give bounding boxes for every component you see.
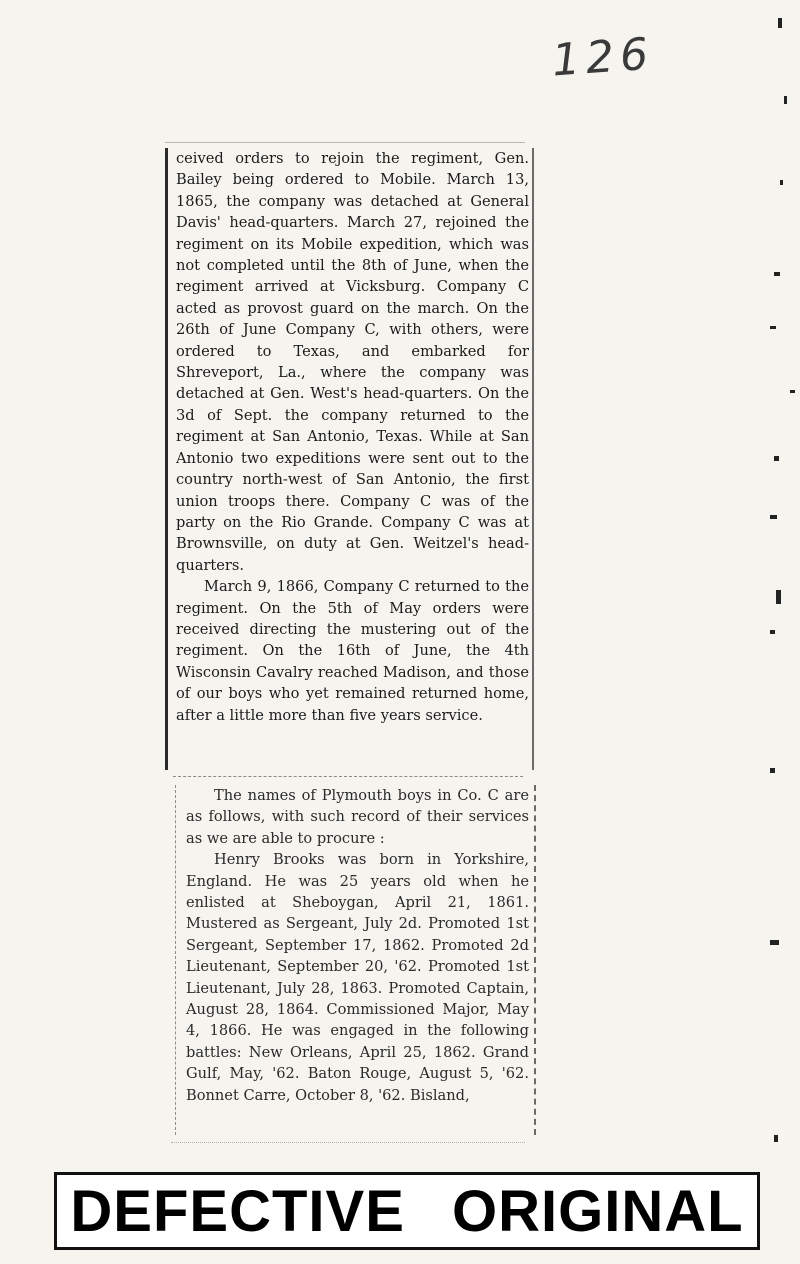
speck [784, 96, 787, 104]
article-column-lower [175, 785, 536, 1135]
speck [778, 18, 782, 28]
article-paragraph-2: March 9, 1866, Company C returned to the regiment. On the 5th of May orders were received directing the mustering out of the regiment. On the 16th of June, the 4th Wisconsin Cavalry reached Madison, and those of our boys who yet remained returned home, after a little more than five years service. [176, 578, 529, 724]
newspaper-clipping [165, 142, 529, 1158]
defective-original-banner: DEFECTIVE ORIGINAL [54, 1172, 760, 1250]
article-paragraph-3: The names of Plymouth boys in Co. C are as follows, with such record of their services as we are able to procure : [186, 787, 529, 847]
article-column-upper [165, 148, 534, 770]
speck [770, 768, 775, 773]
speck [770, 326, 776, 329]
page-number: 126 [550, 28, 656, 87]
article-paragraph-1: ceived orders to rejoin the regiment, Gen. Bailey being ordered to Mobile. March 13, 1865, the company was detached at General Davis' head-quarters. March 27, rejoined the regiment on its Mobile expedition, which was not completed until the 8th of June, when the regiment arrived at Vicksburg. Company C acted as provost guard on the march. On the 26th of June Company C, with others, were ordered to Texas, and embarked for Shreveport, La., where the company was detached at Gen. West's head-quarters. On the 3d of Sept. the company returned to the regiment at San Antonio, Texas. While at San Antonio two expeditions were sent out to the country north-west of San Antonio, the first union troops there. Company C was of the party on the Rio Grande. Company C was at Brownsville, on duty at Gen. Weitzel's head-quarters. [176, 150, 529, 574]
speck [770, 515, 777, 519]
speck [774, 1135, 778, 1142]
column-divider [173, 776, 523, 777]
speck [776, 590, 781, 604]
speck [780, 180, 783, 185]
speck [770, 630, 775, 634]
speck [770, 940, 779, 945]
speck [774, 456, 779, 461]
clipping-bottom-edge [171, 1142, 525, 1151]
scan-edge-specks [770, 0, 800, 1264]
speck [790, 390, 795, 393]
article-paragraph-4: Henry Brooks was born in Yorkshire, England. He was 25 years old when he enlisted at Sheboygan, April 21, 1861. Mustered as Sergeant, July 2d. Promoted 1st Sergeant, September 17, 1862. Promoted 2d Lieutenant, September 20, '62. Promoted 1st Lieutenant, July 28, 1863. Promoted Captain, August 28, 1864. Commissioned Major, May 4, 1866. He was engaged in the following battles: New Orleans, April 25, 1862. Grand Gulf, May, '62. Baton Rouge, August 5, '62. Bonnet Carre, October 8, '62. Bisland, [186, 851, 529, 1104]
speck [774, 272, 780, 276]
